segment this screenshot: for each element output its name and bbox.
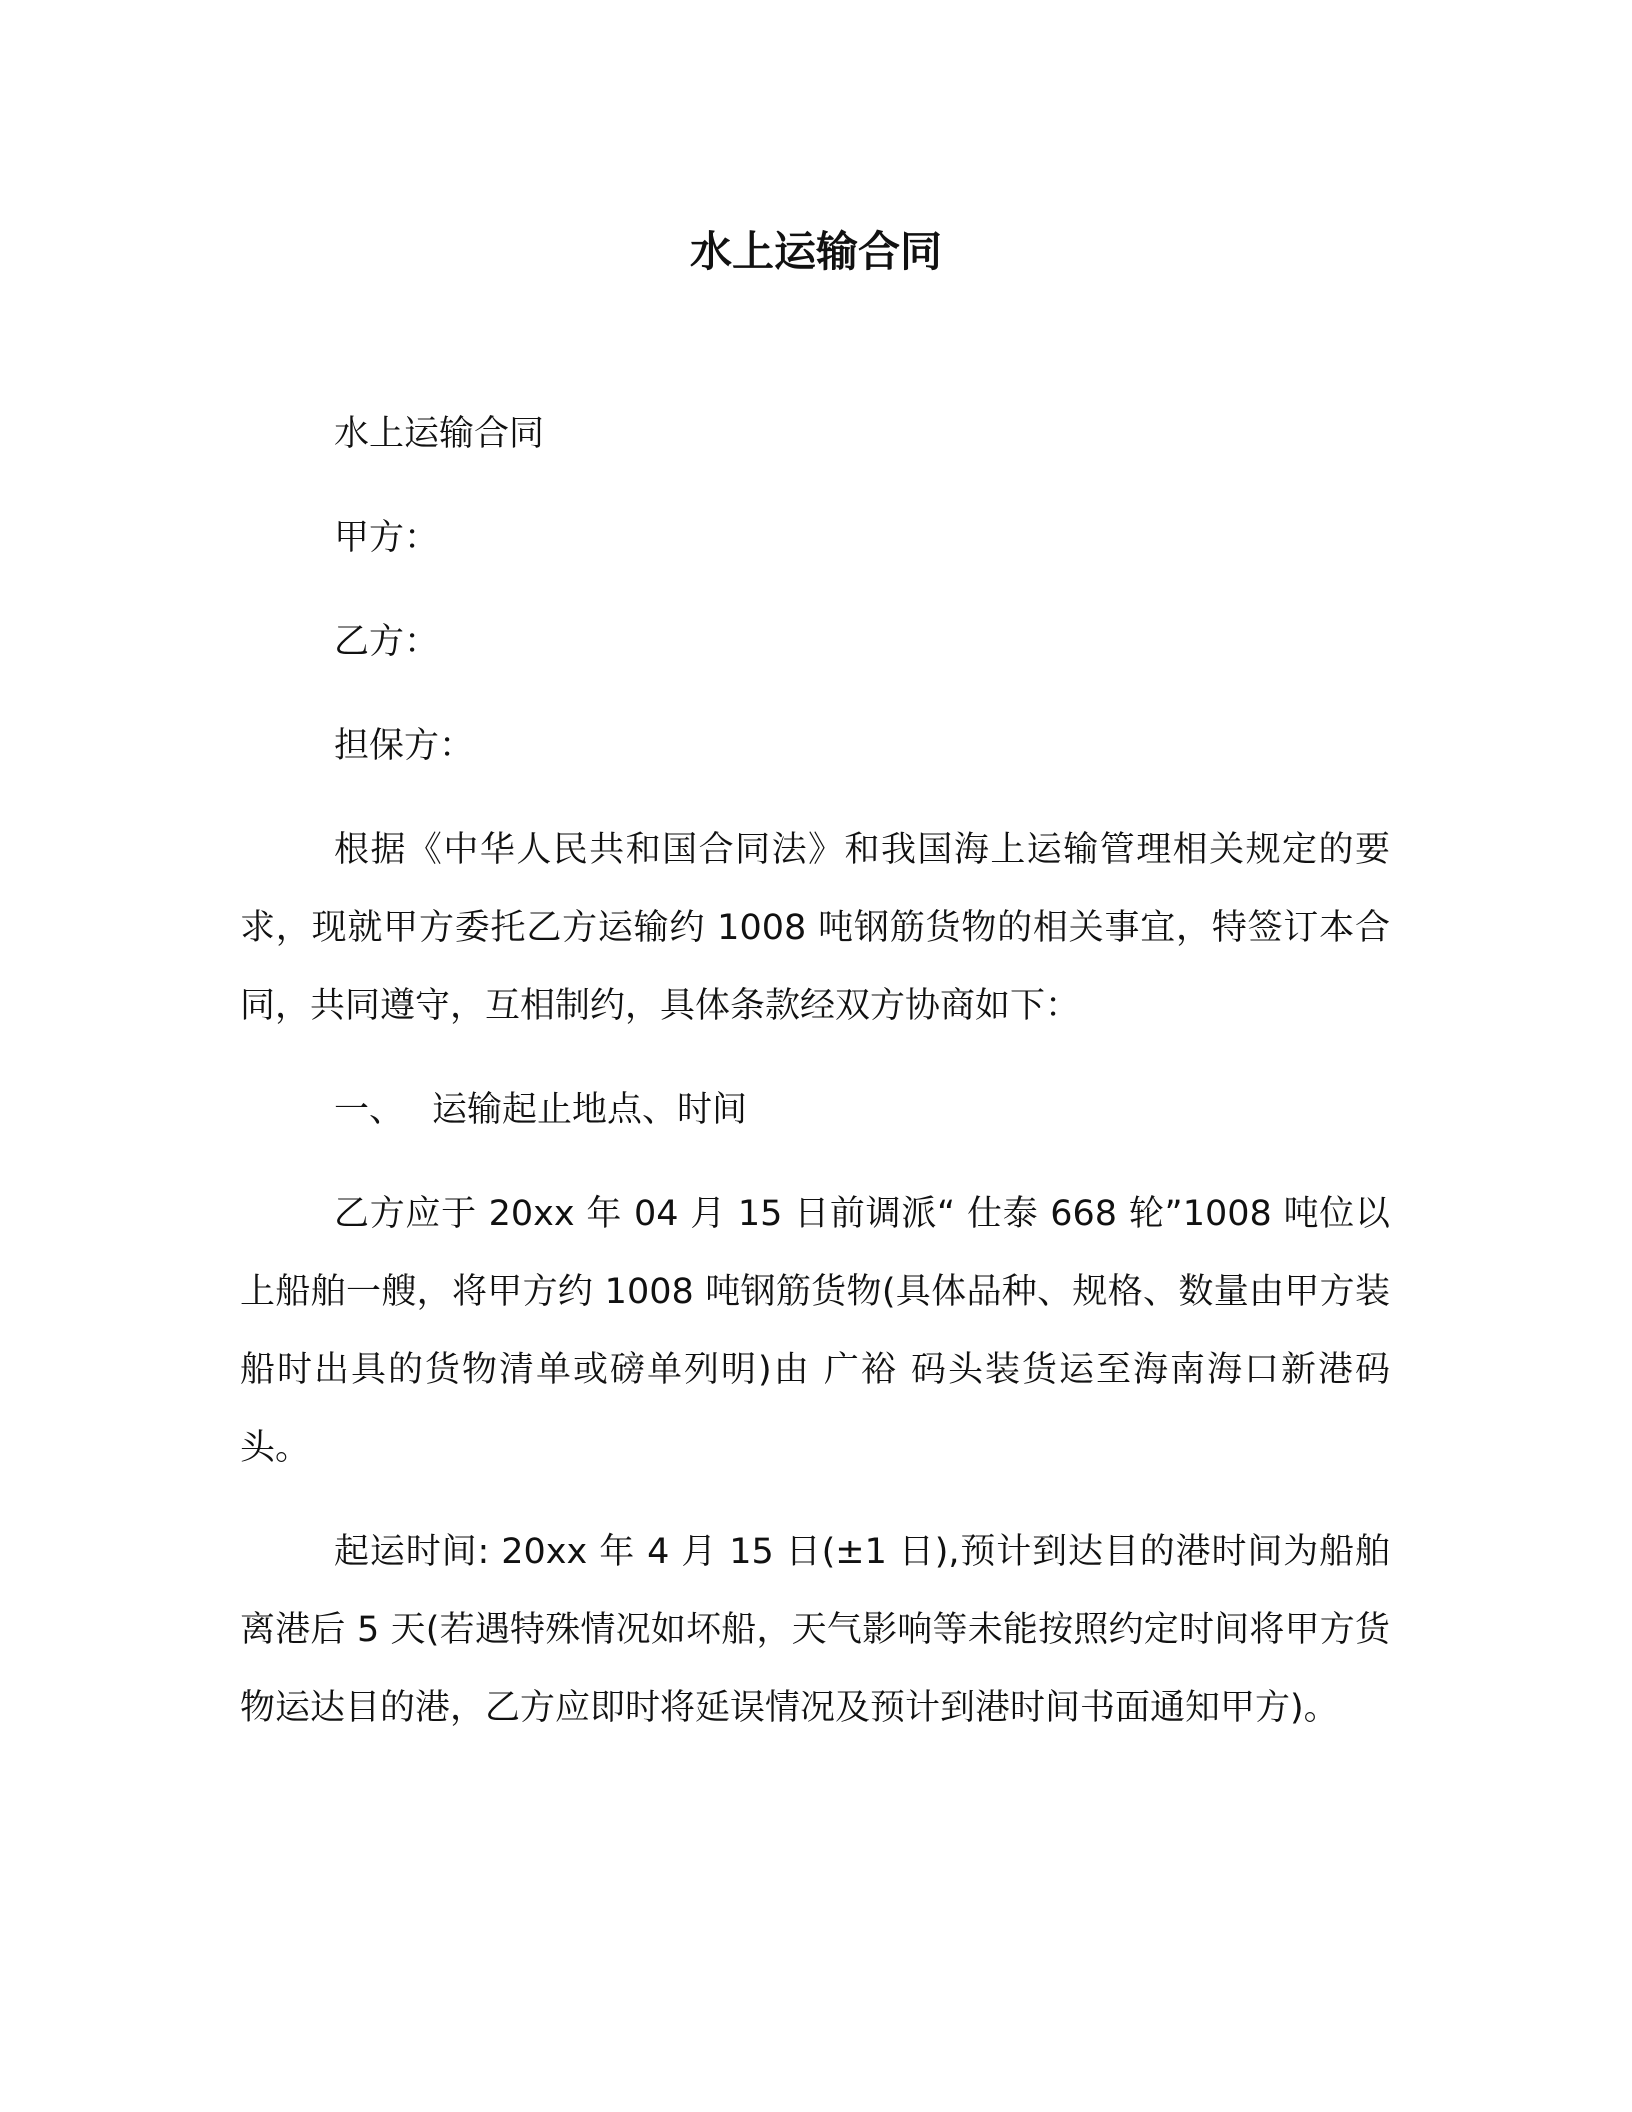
preamble-paragraph: 根据《中华人民共和国合同法》和我国海上运输管理相关规定的要求，现就甲方委托乙方运输约 1008 吨钢筋货物的相关事宜，特签订本合同，共同遵守，互相制约，具体条款经双方协商如下： [240,830,1390,1026]
contract-subtitle: 水上运输合同 [334,414,545,454]
section-number: 一、 [334,1090,405,1130]
party-a-line: 甲方： [334,518,440,558]
section-title: 运输起止地点、时间 [432,1090,748,1130]
clause-paragraph: 起运时间: 20xx 年 4 月 15 日(±1 日),预计到达目的港时间为船舶离港后 5 天(若遇特殊情况如坏船，天气影响等未能按照约定时间将甲方货物运达目的港，乙方应即时将延误情况及预计到港时间书面通知甲方)。 [240,1532,1390,1728]
section-heading [240,1071,1390,1149]
clause-paragraph: 乙方应于 20xx 年 04 月 15 日前调派“ 仕泰 668 轮”1008 吨位以上船舶一艘，将甲方约 1008 吨钢筋货物(具体品种、规格、数量由甲方装船时出具的货物清单或磅单列明)由 广裕 码头装货运至海南海口新港码头。 [240,1194,1390,1468]
guarantor-line: 担保方： [334,726,475,766]
document-body [240,395,1390,1773]
document-title: 水上运输合同 [689,227,942,276]
party-b-line: 乙方： [334,622,440,662]
